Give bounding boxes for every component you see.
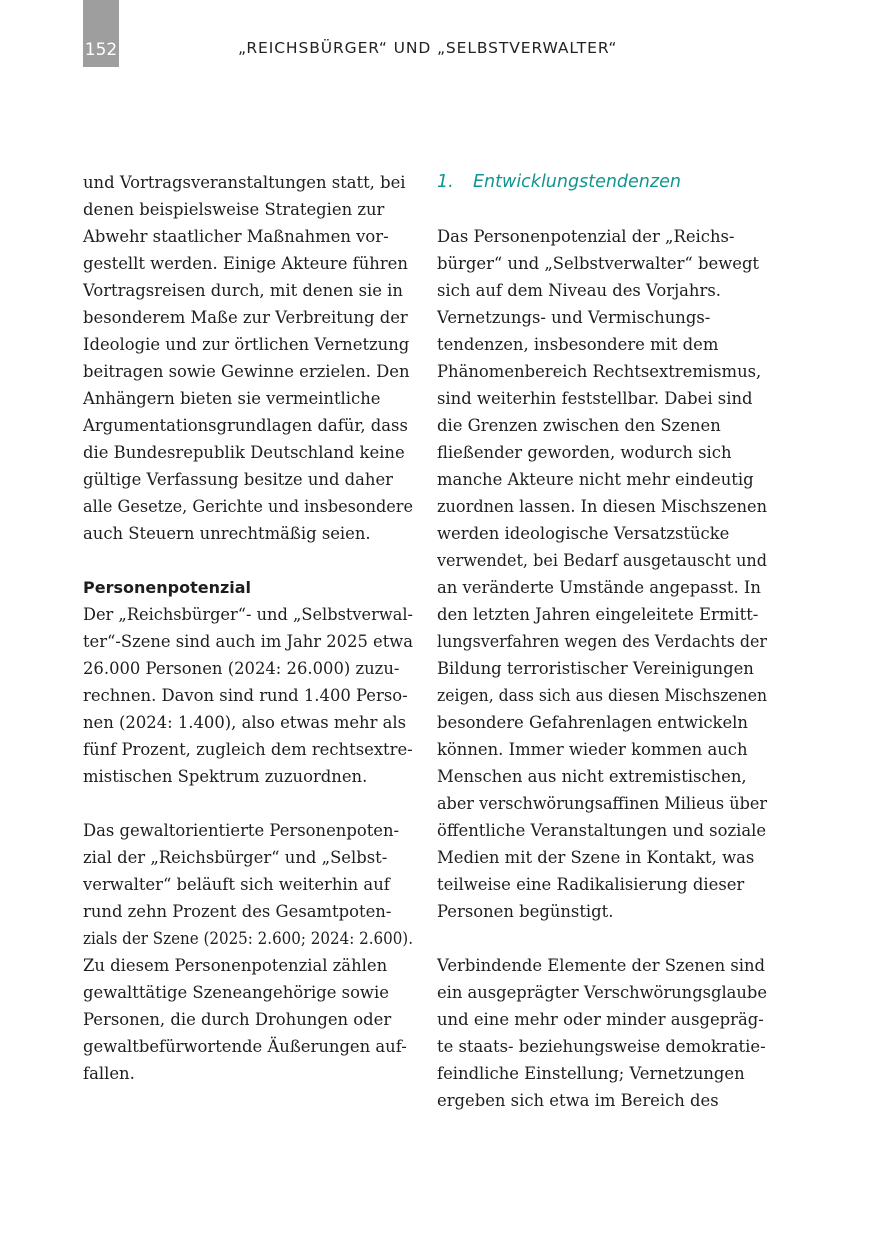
text-line: fallen. bbox=[83, 1064, 135, 1083]
text-line: zial der „Reichsbürger“ und „Selbst- bbox=[83, 848, 388, 867]
text-line: fließender geworden, wodurch sich bbox=[437, 443, 732, 462]
paragraph-spacer bbox=[437, 925, 767, 952]
text-line: ein ausgeprägter Verschwörungsglaube bbox=[437, 983, 767, 1002]
page-number-tab bbox=[83, 0, 119, 67]
text-line: nen (2024: 1.400), also etwas mehr als bbox=[83, 713, 407, 732]
text-line: Medien mit der Szene in Kontakt, was bbox=[437, 848, 755, 867]
text-line: ergeben sich etwa im Bereich des bbox=[437, 1091, 719, 1110]
text-line: gewaltbefürwortende Äußerungen auf- bbox=[83, 1037, 407, 1056]
text-line: aber verschwörungsaffinen Milieus über bbox=[437, 794, 767, 813]
text-line: Vortragsreisen durch, mit denen sie in bbox=[83, 281, 403, 300]
text-line: können. Immer wieder kommen auch bbox=[437, 740, 748, 759]
left-paragraph-1 bbox=[83, 169, 413, 547]
text-line: teilweise eine Radikalisierung dieser bbox=[437, 875, 745, 894]
text-line: mistischen Spektrum zuzuordnen. bbox=[83, 767, 368, 786]
text-line: Ideologie und zur örtlichen Vernetzung bbox=[83, 335, 410, 354]
text-line: auch Steuern unrechtmäßig seien. bbox=[83, 524, 371, 543]
text-line: feindliche Einstellung; Vernetzungen bbox=[437, 1064, 745, 1083]
right-paragraph-1 bbox=[437, 223, 767, 925]
section-number: 1. bbox=[437, 172, 454, 192]
text-line: zials der Szene (2025: 2.600; 2024: 2.600). bbox=[83, 929, 413, 948]
text-line: beitragen sowie Gewinne erzielen. Den bbox=[83, 362, 410, 381]
text-line: gültige Verfassung besitze und daher bbox=[83, 470, 394, 489]
paragraph-spacer bbox=[437, 196, 767, 223]
subheading-personenpotenzial: Personenpotenzial bbox=[83, 578, 252, 597]
text-line: lungsverfahren wegen des Verdachts der bbox=[437, 632, 767, 651]
text-line: die Bundesrepublik Deutschland keine bbox=[83, 443, 405, 462]
text-line: Personen begünstigt. bbox=[437, 902, 614, 921]
text-line: Verbindende Elemente der Szenen sind bbox=[437, 956, 766, 975]
text-line: Abwehr staatlicher Maßnahmen vor- bbox=[83, 227, 389, 246]
text-line: 26.000 Personen (2024: 26.000) zuzu- bbox=[83, 659, 400, 678]
text-line: den letzten Jahren eingeleitete Ermitt- bbox=[437, 605, 759, 624]
text-line: zeigen, dass sich aus diesen Mischszenen bbox=[437, 686, 767, 705]
section-heading bbox=[437, 169, 767, 196]
text-line: te staats- beziehungsweise demokratie- bbox=[437, 1037, 766, 1056]
text-line: besonderem Maße zur Verbreitung der bbox=[83, 308, 408, 327]
text-line: Der „Reichsbürger“- und „Selbstverwal- bbox=[83, 605, 413, 624]
text-line: bürger“ und „Selbstverwalter“ bewegt bbox=[437, 254, 760, 273]
text-line: Bildung terroristischer Vereinigungen bbox=[437, 659, 754, 678]
text-line: Menschen aus nicht extremistischen, bbox=[437, 767, 747, 786]
text-line: Phänomenbereich Rechtsextremismus, bbox=[437, 362, 762, 381]
right-paragraph-2 bbox=[437, 952, 767, 1114]
text-line: rechnen. Davon sind rund 1.400 Perso- bbox=[83, 686, 408, 705]
text-line: alle Gesetze, Gerichte und insbesondere bbox=[83, 497, 413, 516]
text-line: zuordnen lassen. In diesen Mischszenen bbox=[437, 497, 767, 516]
text-line: die Grenzen zwischen den Szenen bbox=[437, 416, 721, 435]
right-column bbox=[437, 169, 767, 1114]
paragraph-spacer bbox=[83, 547, 413, 574]
text-line: öffentliche Veranstaltungen und soziale bbox=[437, 821, 767, 840]
section-title: Entwicklungstendenzen bbox=[473, 172, 681, 192]
text-line: verwendet, bei Bedarf ausgetauscht und bbox=[437, 551, 767, 570]
text-line: verwalter“ beläuft sich weiterhin auf bbox=[83, 875, 390, 894]
left-paragraph-2 bbox=[83, 601, 413, 790]
text-line: Das Personenpotenzial der „Reichs- bbox=[437, 227, 735, 246]
text-line: besondere Gefahrenlagen entwickeln bbox=[437, 713, 748, 732]
text-line: denen beispielsweise Strategien zur bbox=[83, 200, 385, 219]
text-line: manche Akteure nicht mehr eindeutig bbox=[437, 470, 754, 489]
text-line: und eine mehr oder minder ausgepräg- bbox=[437, 1010, 764, 1029]
running-header-title: „REICHSBÜRGER“ UND „SELBSTVERWALTER“ bbox=[238, 39, 618, 57]
text-line: werden ideologische Versatzstücke bbox=[437, 524, 730, 543]
text-line: Das gewaltorientierte Personenpoten- bbox=[83, 821, 400, 840]
text-line: Personen, die durch Drohungen oder bbox=[83, 1010, 392, 1029]
text-line: Vernetzungs- und Vermischungs- bbox=[437, 308, 711, 327]
page-number: 152 bbox=[84, 40, 118, 60]
left-paragraph-3 bbox=[83, 817, 413, 1087]
text-line: Argumentationsgrundlagen dafür, dass bbox=[83, 416, 408, 435]
text-line: und Vortragsveranstaltungen statt, bei bbox=[83, 173, 406, 192]
text-line: ter“-Szene sind auch im Jahr 2025 etwa bbox=[83, 632, 413, 651]
text-line: rund zehn Prozent des Gesamtpoten- bbox=[83, 902, 392, 921]
text-line: gestellt werden. Einige Akteure führen bbox=[83, 254, 408, 273]
text-line: fünf Prozent, zugleich dem rechtsextre- bbox=[83, 740, 413, 759]
left-column bbox=[83, 169, 413, 1087]
text-line: tendenzen, insbesondere mit dem bbox=[437, 335, 719, 354]
text-line: Zu diesem Personenpotenzial zählen bbox=[83, 956, 388, 975]
text-line: an veränderte Umstände angepasst. In bbox=[437, 578, 761, 597]
text-line: gewalttätige Szeneangehörige sowie bbox=[83, 983, 389, 1002]
paragraph-spacer bbox=[83, 790, 413, 817]
text-line: Anhängern bieten sie vermeintliche bbox=[83, 389, 381, 408]
text-line: sind weiterhin feststellbar. Dabei sind bbox=[437, 389, 753, 408]
text-line: sich auf dem Niveau des Vorjahrs. bbox=[437, 281, 721, 300]
